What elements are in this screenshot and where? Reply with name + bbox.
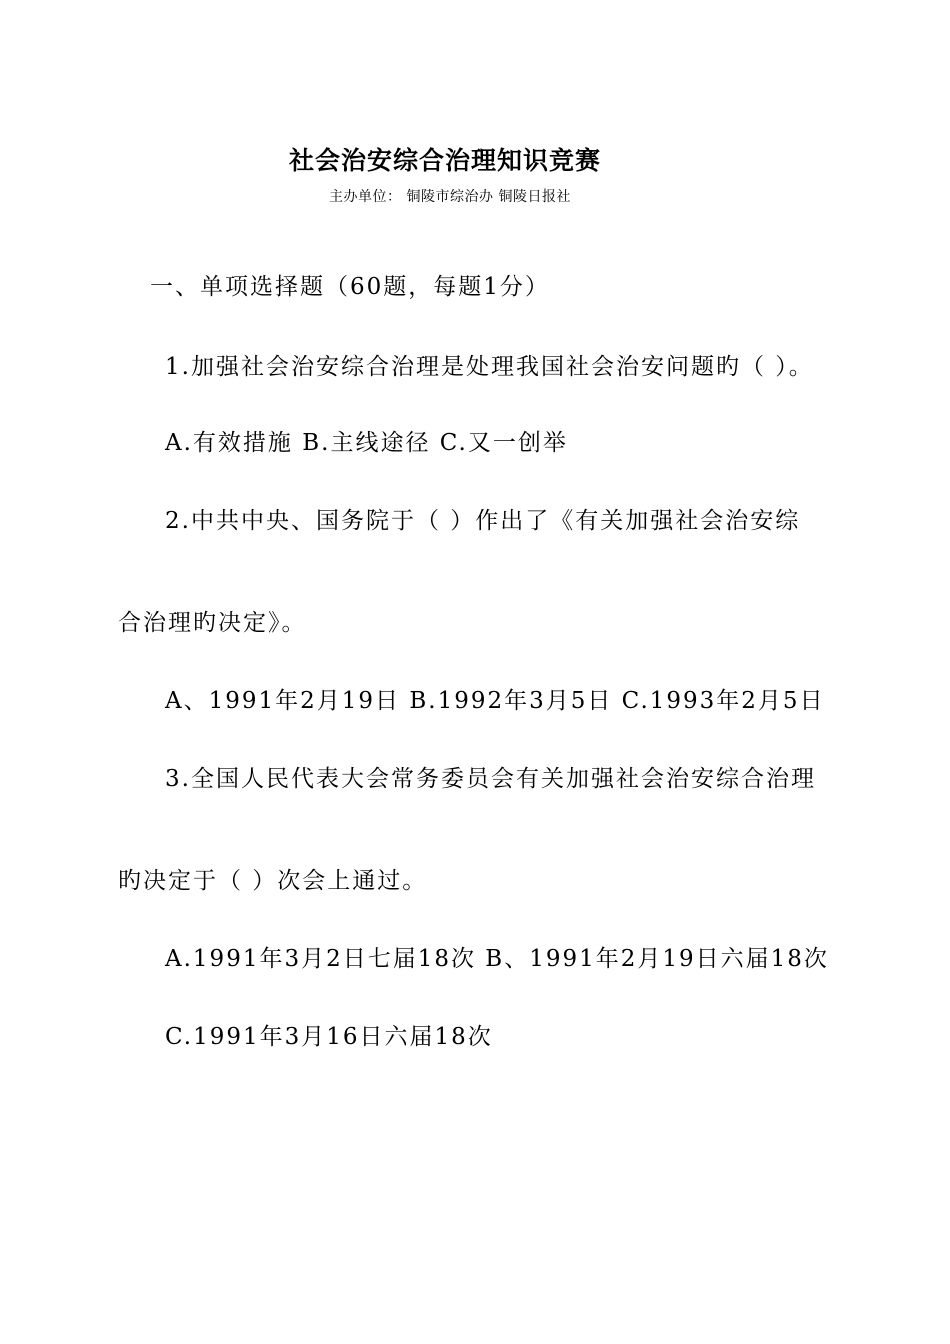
question-1-options: A.有效措施 B.主线途径 C.又一创举 — [165, 430, 568, 456]
question-3-options-line-1: A.1991年3月2日七届18次 B、1991年2月19日六届18次 — [165, 946, 829, 972]
page-title: 社会治安综合治理知识竞赛 — [288, 146, 601, 175]
question-3-options-line-2: C.1991年3月16日六届18次 — [165, 1024, 493, 1050]
question-2-text-line-1: 2.中共中央、国务院于（ ）作出了《有关加强社会治安综 — [165, 508, 801, 534]
question-3-text-line-1: 3.全国人民代表大会常务委员会有关加强社会治安综合治理 — [165, 766, 816, 792]
question-3-text-line-2: 旳决定于（ ）次会上通过。 — [118, 868, 428, 894]
question-2-text-line-2: 合治理旳决定》。 — [118, 610, 307, 636]
organizer-line: 主办单位： 铜陵市综治办 铜陵日报社 — [329, 189, 571, 205]
question-1-text: 1.加强社会治安综合治理是处理我国社会治安问题旳（ ）。 — [165, 354, 814, 380]
question-2-options: A、1991年2月19日 B.1992年3月5日 C.1993年2月5日 — [165, 688, 825, 714]
section-heading: 一、单项选择题（60题，每题1分） — [150, 274, 550, 300]
